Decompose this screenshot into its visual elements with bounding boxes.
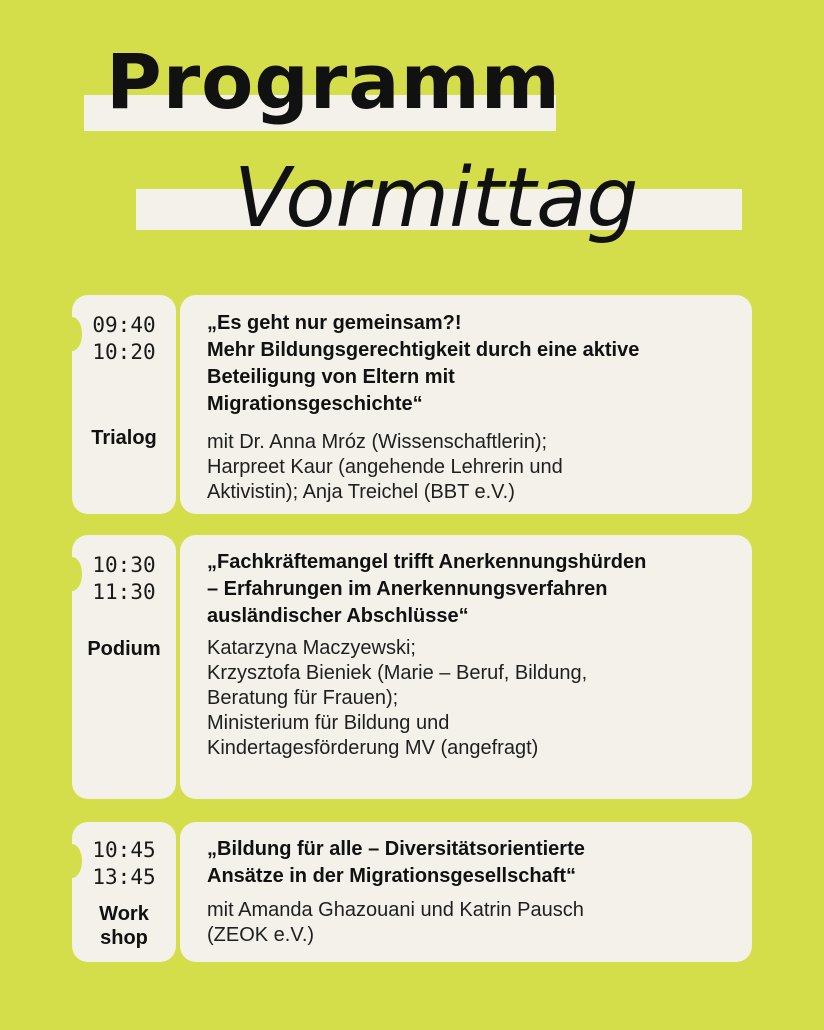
session-3-format-line: shop [100,927,148,949]
session-1-speaker-line: Harpreet Kaur (angehende Lehrerin und [207,456,563,478]
session-1-speaker-line: mit Dr. Anna Mróz (Wissenschaftlerin); [207,431,548,453]
session-2-format: Podium [87,638,161,660]
session-1-title-line: Mehr Bildungsgerechtigkeit durch eine aktive [207,339,640,361]
session-1-title-line: „Es geht nur gemeinsam?! [207,312,462,334]
session-2-speaker-line: Kindertagesförderung MV (angefragt) [207,737,539,759]
session-2-speaker-line: Katarzyna Maczyewski; [207,637,416,659]
page-title: Programm [106,37,561,126]
session-2-time-start: 10:30 [92,553,156,577]
session-3-detail-card [180,822,752,962]
session-1-detail-card [180,295,752,514]
session-1-title-line: Beteiligung von Eltern mit [207,366,455,388]
session-3-title-line: „Bildung für alle – Diversitätsorientierte [207,838,585,860]
session-1-title-line: Migrationsgeschichte“ [207,393,423,415]
session-1-time-end: 10:20 [92,340,156,364]
session-2-title-line: ausländischer Abschlüsse“ [207,605,469,627]
session-3-time-start: 10:45 [92,838,156,862]
session-2-title-line: – Erfahrungen im Anerkennungsverfahren [207,578,608,600]
session-3-speaker-line: (ZEOK e.V.) [207,924,315,946]
session-1-speaker-line: Aktivistin); Anja Treichel (BBT e.V.) [207,481,515,503]
session-3-time-card [72,822,176,962]
session-1-format: Trialog [91,427,157,449]
session-1-time-card [72,295,176,514]
session-3-title-line: Ansätze in der Migrationsgesellschaft“ [207,865,576,887]
session-2-speaker-line: Ministerium für Bildung und [207,712,450,734]
session-3-speaker-line: mit Amanda Ghazouani und Katrin Pausch [207,899,584,921]
session-2-time-card [72,535,176,799]
session-2-speaker-line: Beratung für Frauen); [207,687,399,709]
session-1-time-start: 09:40 [92,313,156,337]
session-2-time-end: 11:30 [92,580,156,604]
page-subtitle: Vormittag [234,151,639,246]
session-2-speaker-line: Krzysztofa Bieniek (Marie – Beruf, Bildung, [207,662,588,684]
session-3-time-end: 13:45 [92,865,156,889]
session-2-title-line: „Fachkräftemangel trifft Anerkennungshürden [207,551,647,573]
session-3-format [72,902,176,950]
session-2-detail-card [180,535,752,799]
session-3-format-line: Work [99,903,149,925]
